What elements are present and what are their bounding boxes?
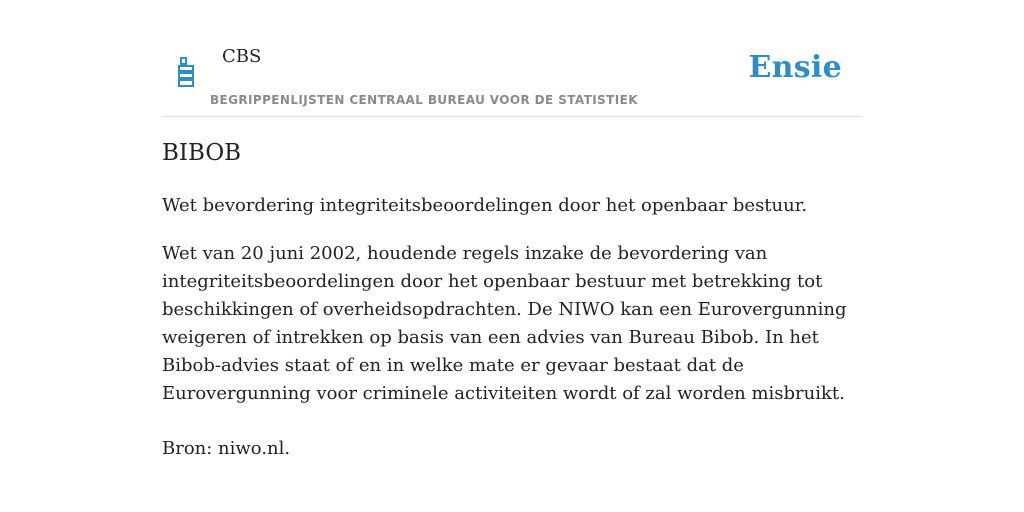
- long-definition: Wet van 20 juni 2002, houdende regels inzake de bevordering van integriteitsbeoordelingen door het openbaar bestuur met betrekking tot beschikkingen of overheidsopdrachten. De NIWO kan een Eurovergunning weigeren of intrekken op basis van een advies van Bureau Bibob. In het Bibob-advies staat of en in welke mate er gevaar bestaat dat de Eurovergunning voor criminele activiteiten wordt of zal worden misbruikt.: [162, 243, 847, 404]
- org-subtitle[interactable]: BEGRIPPENLIJSTEN CENTRAAL BUREAU VOOR DE STATISTIEK: [210, 93, 638, 107]
- cbs-logo-icon[interactable]: [176, 57, 196, 87]
- page-container: [162, 0, 862, 459]
- term-title: BIBOB: [162, 140, 242, 166]
- brand-logo[interactable]: Ensie: [748, 50, 842, 85]
- short-definition: Wet bevordering integriteitsbeoordelingen door het openbaar bestuur.: [162, 195, 808, 216]
- org-name[interactable]: CBS: [222, 46, 262, 67]
- header: [162, 0, 862, 117]
- source-note: Bron: niwo.nl.: [162, 438, 291, 459]
